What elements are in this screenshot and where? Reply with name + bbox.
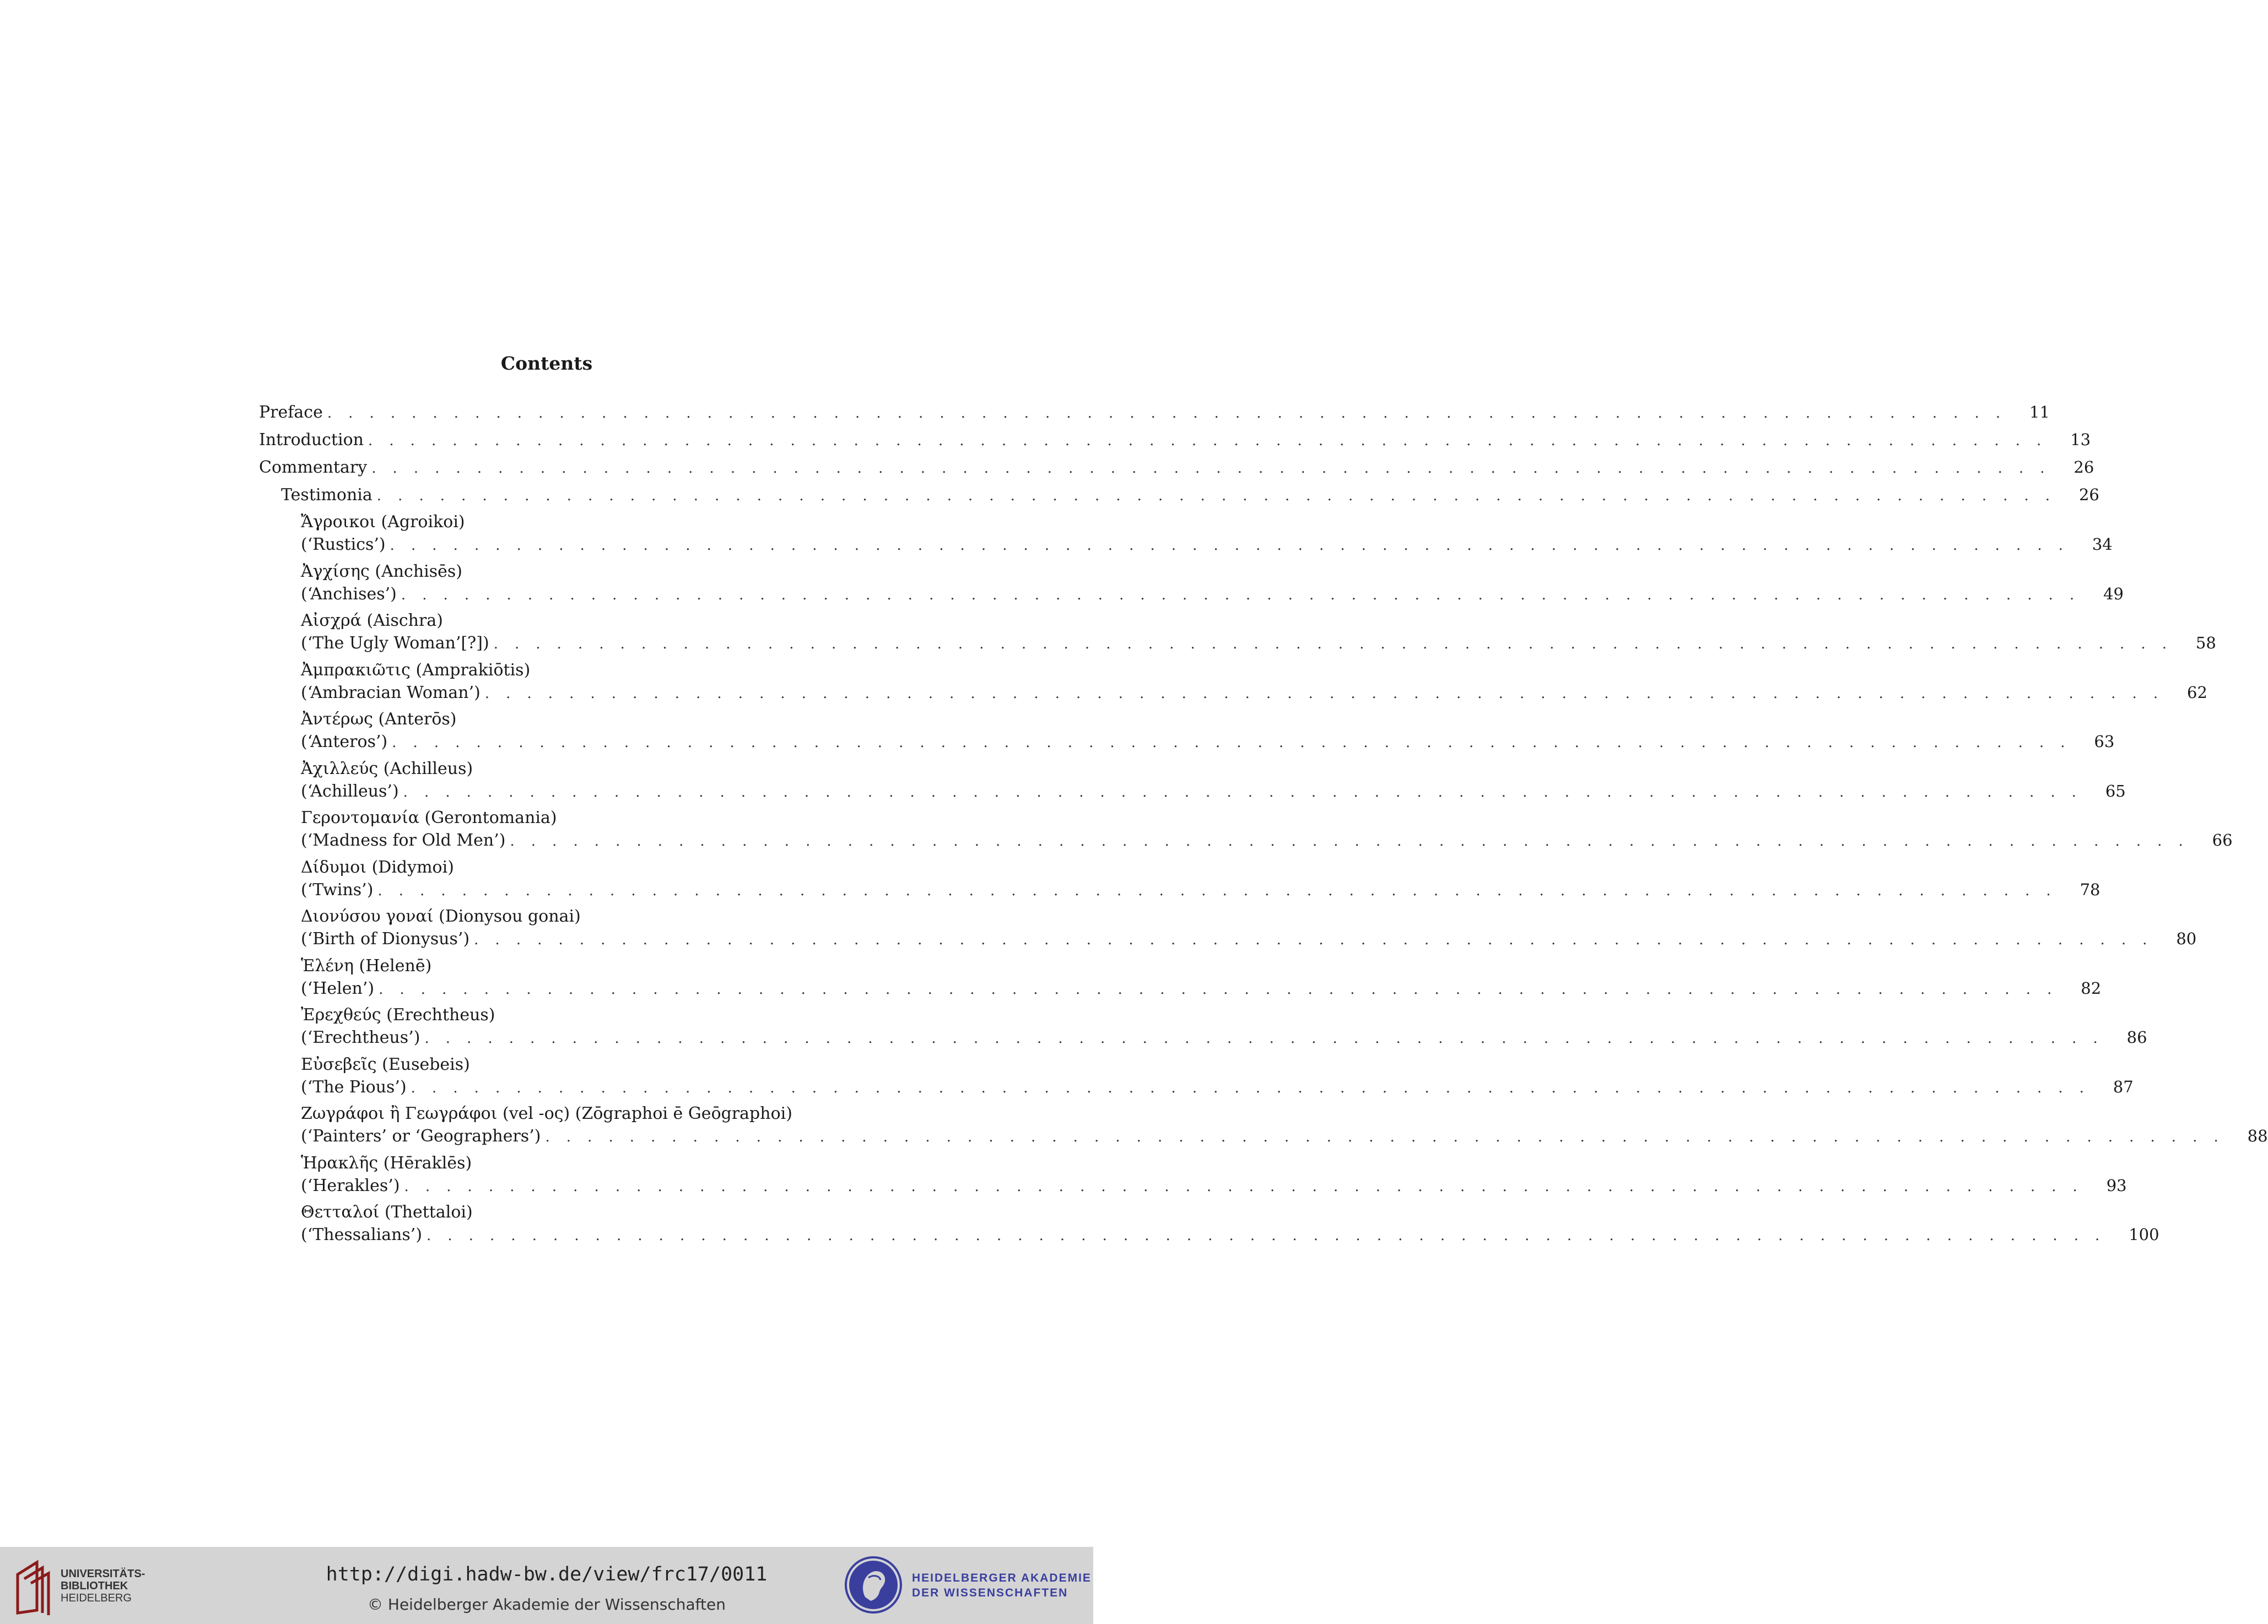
toc-page-number: 49: [2103, 584, 2124, 603]
toc-page-number: 63: [2094, 732, 2115, 751]
toc-entry-title: Ἐρεχθεύς (Erechtheus): [301, 1005, 495, 1025]
toc-entry-title: Testimonia: [281, 485, 372, 505]
toc-entry-translation: (‘Rustics’): [301, 535, 386, 554]
dot-leader: . . . . . . . . . . . . . . . . . . . . . . . . . . . . . . . . . . . . . . . . . . . . . . . . . . . . . . . . . . . . . . . . . . . . . . . . . . . . . . . .: [424, 1030, 2104, 1047]
toc-entry[interactable]: [259, 484, 2099, 511]
toc-entry-title: Θετταλοί (Thettaloi): [301, 1203, 473, 1222]
toc-entry[interactable]: [259, 906, 2197, 955]
dot-leader: . . . . . . . . . . . . . . . . . . . . . . . . . . . . . . . . . . . . . . . . . . . . . . . . . . . . . . . . . . . . . . . . . . . . . . . . . . . . . . . .: [392, 734, 2071, 751]
toc-entry[interactable]: [259, 659, 2207, 709]
academy-seal-icon: [844, 1556, 903, 1614]
table-of-contents: [259, 401, 2268, 1251]
toc-entry-translation: (‘Anteros’): [301, 732, 388, 751]
toc-page-number: 65: [2105, 781, 2126, 800]
toc-page-number: 66: [2212, 831, 2233, 849]
toc-page-number: 13: [2070, 430, 2091, 449]
toc-entry[interactable]: [259, 807, 2233, 857]
toc-entry-title: Introduction: [259, 430, 364, 450]
toc-entry[interactable]: [259, 1201, 2159, 1251]
toc-entry-translation: (‘The Ugly Woman’[?]): [301, 634, 489, 653]
toc-entry[interactable]: [259, 1152, 2127, 1202]
university-library-name: UNIVERSITÄTS- BIBLIOTHEK HEIDELBERG: [61, 1568, 145, 1604]
toc-page-number: 11: [2029, 403, 2050, 421]
toc-entry-title: Ἀντέρως (Anterōs): [301, 710, 457, 729]
dot-leader: . . . . . . . . . . . . . . . . . . . . . . . . . . . . . . . . . . . . . . . . . . . . . . . . . . . . . . . . . . . . . . . . . . . . . . . . . . . . . . . .: [411, 1079, 2090, 1096]
toc-entry-title: Ἑλένη (Helenē): [301, 956, 432, 976]
toc-entry-translation: (‘The Pious’): [301, 1077, 407, 1097]
toc-page-number: 78: [2080, 880, 2100, 899]
toc-entry-translation: (‘Achilleus’): [301, 781, 399, 801]
toc-entry[interactable]: [259, 1103, 2268, 1152]
toc-entry[interactable]: [259, 511, 2113, 561]
toc-entry-title: Commentary: [259, 458, 368, 477]
toc-entry-translation: (‘Thessalians’): [301, 1225, 423, 1244]
toc-entry-title: Preface: [259, 403, 323, 422]
toc-entry-title: Ἡρακλῆς (Hēraklēs): [301, 1153, 472, 1173]
dot-leader: . . . . . . . . . . . . . . . . . . . . . . . . . . . . . . . . . . . . . . . . . . . . . . . . . . . . . . . . . . . . . . . . . . . . . . . . . . . . . . . .: [371, 460, 2051, 477]
toc-page-number: 87: [2113, 1077, 2134, 1096]
dot-leader: . . . . . . . . . . . . . . . . . . . . . . . . . . . . . . . . . . . . . . . . . . . . . . . . . . . . . . . . . . . . . . . . . . . . . . . . . . . . . . . .: [426, 1227, 2106, 1244]
dot-leader: . . . . . . . . . . . . . . . . . . . . . . . . . . . . . . . . . . . . . . . . . . . . . . . . . . . . . . . . . . . . . . . . . . . . . . . . . . . . . . . .: [474, 932, 2153, 948]
toc-entry[interactable]: [259, 1054, 2134, 1103]
toc-page-number: 80: [2176, 929, 2197, 948]
toc-entry-translation: (‘Erechtheus’): [301, 1028, 420, 1047]
toc-entry[interactable]: [259, 708, 2115, 758]
toc-entry-translation: (‘Painters’ or ‘Geographers’): [301, 1127, 541, 1146]
toc-entry[interactable]: [259, 401, 2050, 429]
toc-page-number: 88: [2247, 1127, 2268, 1145]
toc-entry-translation: (‘Ambracian Woman’): [301, 683, 480, 702]
toc-entry[interactable]: [259, 610, 2216, 659]
toc-page-number: 26: [2078, 485, 2099, 504]
toc-entry[interactable]: [259, 429, 2091, 456]
toc-page-number: 93: [2106, 1176, 2127, 1195]
dot-leader: . . . . . . . . . . . . . . . . . . . . . . . . . . . . . . . . . . . . . . . . . . . . . . . . . . . . . . . . . . . . . . . . . . . . . . . . . . . . . . . .: [376, 488, 2056, 504]
toc-entry-title: Ἀχιλλεύς (Achilleus): [301, 759, 473, 778]
toc-page-number: 26: [2073, 458, 2094, 477]
copyright-notice: © Heidelberger Akademie der Wissenschaften: [367, 1595, 726, 1614]
toc-entry[interactable]: [259, 758, 2126, 808]
toc-entry[interactable]: [259, 456, 2094, 484]
document-url-link[interactable]: http://digi.hadw-bw.de/view/frc17/0011: [326, 1563, 768, 1585]
academy-name: HEIDELBERGER AKADEMIE DER WISSENSCHAFTEN: [912, 1572, 1092, 1599]
toc-page-number: 58: [2195, 634, 2216, 652]
toc-entry[interactable]: [259, 1004, 2147, 1054]
toc-page-number: 34: [2092, 535, 2113, 554]
toc-page-number: 100: [2129, 1225, 2159, 1244]
toc-entry-title: Ἄγροικοι (Agroikoi): [301, 512, 465, 532]
dot-leader: . . . . . . . . . . . . . . . . . . . . . . . . . . . . . . . . . . . . . . . . . . . . . . . . . . . . . . . . . . . . . . . . . . . . . . . . . . . . . . . .: [390, 537, 2069, 554]
toc-entry[interactable]: [259, 955, 2102, 1005]
toc-entry-title: Γεροντομανία (Gerontomania): [301, 808, 557, 827]
dot-leader: . . . . . . . . . . . . . . . . . . . . . . . . . . . . . . . . . . . . . . . . . . . . . . . . . . . . . . . . . . . . . . . . . . . . . . . . . . . . . . . .: [377, 882, 2057, 899]
dot-leader: . . . . . . . . . . . . . . . . . . . . . . . . . . . . . . . . . . . . . . . . . . . . . . . . . . . . . . . . . . . . . . . . . . . . . . . . . . . . . . . .: [404, 1178, 2083, 1195]
toc-entry-translation: (‘Birth of Dionysus’): [301, 929, 470, 949]
toc-entry-translation: (‘Madness for Old Men’): [301, 831, 506, 850]
page-title: Contents: [500, 353, 593, 374]
toc-entry-title: Διονύσου γοναί (Dionysou gonai): [301, 907, 581, 926]
footer-bar: [0, 1547, 1093, 1624]
dot-leader: . . . . . . . . . . . . . . . . . . . . . . . . . . . . . . . . . . . . . . . . . . . . . . . . . . . . . . . . . . . . . . . . . . . . . . . . . . . . . . . .: [510, 833, 2189, 849]
dot-leader: . . . . . . . . . . . . . . . . . . . . . . . . . . . . . . . . . . . . . . . . . . . . . . . . . . . . . . . . . . . . . . . . . . . . . . . . . . . . . . . .: [493, 636, 2173, 652]
dot-leader: . . . . . . . . . . . . . . . . . . . . . . . . . . . . . . . . . . . . . . . . . . . . . . . . . . . . . . . . . . . . . . . . . . . . . . . . . . . . . . . .: [484, 685, 2164, 702]
toc-page-number: 86: [2126, 1028, 2147, 1047]
toc-entry[interactable]: [259, 857, 2100, 906]
toc-entry-title: Ζωγράφοι ἢ Γεωγράφοι (vel -ος) (Zōgraphoi ē Geōgraphoi): [301, 1104, 792, 1123]
dot-leader: . . . . . . . . . . . . . . . . . . . . . . . . . . . . . . . . . . . . . . . . . . . . . . . . . . . . . . . . . . . . . . . . . . . . . . . . . . . . . . . .: [327, 405, 2007, 421]
toc-entry-title: Αἰσχρά (Aischra): [301, 611, 443, 630]
dot-leader: . . . . . . . . . . . . . . . . . . . . . . . . . . . . . . . . . . . . . . . . . . . . . . . . . . . . . . . . . . . . . . . . . . . . . . . . . . . . . . . .: [403, 783, 2082, 800]
dot-leader: . . . . . . . . . . . . . . . . . . . . . . . . . . . . . . . . . . . . . . . . . . . . . . . . . . . . . . . . . . . . . . . . . . . . . . . . . . . . . . . .: [379, 981, 2058, 998]
toc-entry[interactable]: [259, 561, 2124, 610]
toc-entry-translation: (‘Helen’): [301, 978, 375, 998]
dot-leader: . . . . . . . . . . . . . . . . . . . . . . . . . . . . . . . . . . . . . . . . . . . . . . . . . . . . . . . . . . . . . . . . . . . . . . . . . . . . . . . .: [368, 432, 2048, 449]
toc-entry-title: Εὐσεβεῖς (Eusebeis): [301, 1054, 470, 1074]
toc-entry-title: Δίδυμοι (Didymoi): [301, 857, 454, 877]
dot-leader: . . . . . . . . . . . . . . . . . . . . . . . . . . . . . . . . . . . . . . . . . . . . . . . . . . . . . . . . . . . . . . . . . . . . . . . . . . . . . . . .: [401, 586, 2081, 603]
toc-page-number: 62: [2187, 683, 2207, 702]
toc-entry-translation: (‘Anchises’): [301, 584, 397, 604]
toc-entry-translation: (‘Herakles’): [301, 1176, 400, 1195]
toc-page-number: 82: [2081, 978, 2102, 998]
toc-entry-title: Ἀγχίσης (Anchisēs): [301, 561, 462, 581]
toc-entry-title: Ἀμπρακιῶτις (Amprakiōtis): [301, 660, 531, 680]
toc-entry-translation: (‘Twins’): [301, 880, 374, 900]
dot-leader: . . . . . . . . . . . . . . . . . . . . . . . . . . . . . . . . . . . . . . . . . . . . . . . . . . . . . . . . . . . . . . . . . . . . . . . . . . . . . . . .: [545, 1129, 2224, 1145]
